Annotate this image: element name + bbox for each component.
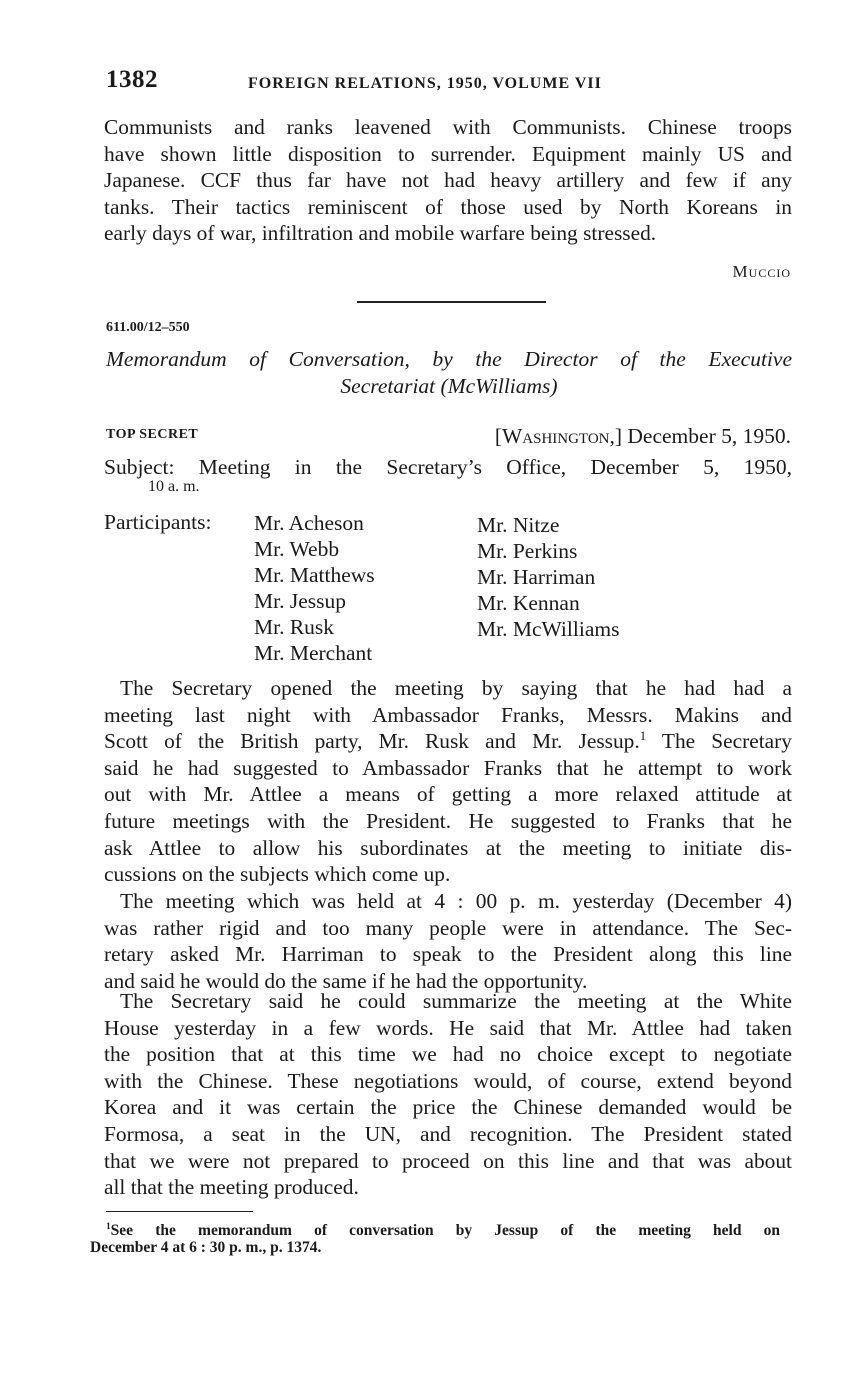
participant: Mr. Jessup [254,589,346,613]
text-line: was rather rigid and too many people were in attendance. The Sec- [104,915,792,940]
text-fragment: The Secretary [646,729,792,754]
participant: Mr. Matthews [254,563,375,587]
footnote [90,1222,780,1256]
text-line: The meeting which was held at 4 : 00 p. m. yesterday (December 4) [120,889,792,913]
participant: Mr. Rusk [254,615,335,639]
text-line: tanks. Their tactics reminiscent of those used by North Koreans in [104,194,792,219]
participant: Mr. Kennan [477,591,580,615]
dateline-place: [Washington,] [494,424,623,448]
body-paragraph-2 [104,888,792,994]
section-divider [357,301,546,303]
text-line: and said he would do the same if he had the opportunity. [104,968,588,993]
text-line [104,728,792,755]
page-number: 1382 [106,66,158,93]
text-line: the position that at this time we had no choice except to negotiate [104,1042,792,1067]
dateline [495,424,791,449]
participant: Mr. McWilliams [477,617,620,641]
footnote-reference[interactable]: 1 [639,729,647,744]
participant: Mr. Merchant [254,641,373,665]
participant: Mr. Perkins [477,539,578,563]
text-line: The Secretary opened the meeting by saying that he had had a [120,676,792,700]
subject-text: Subject: Meeting in the Secretary’s Office, December 5, 1950, [104,455,792,479]
text-line: Communists and ranks leavened with Communists. Chinese troops [104,115,792,139]
participants-column-2 [477,512,619,642]
file-number: 611.00/12–550 [106,320,190,335]
continued-paragraph [104,114,792,247]
text-fragment: Scott of the British party, Mr. Rusk and Mr. Jessup. [104,729,640,754]
footnote-marker: 1 [106,1221,111,1232]
text-line: early days of war, infiltration and mobile warfare being stressed. [104,221,657,246]
document-title [106,346,792,400]
text-line: all that the meeting produced. [104,1175,359,1200]
body-paragraph-3 [104,988,792,1201]
text-line: with the Chinese. These negotiations would, of course, extend beyond [104,1068,792,1093]
text-line: future meetings with the President. He suggested to Franks that he [104,808,792,833]
footnote-text: See the memorandum of conversation by Jessup of the meeting held on [110,1222,780,1239]
text-line: House yesterday in a few words. He said that Mr. Attlee had taken [104,1015,792,1040]
footnote-line: December 4 at 6 : 30 p. m., p. 1374. [90,1239,322,1256]
footnote-line [90,1222,780,1239]
title-line: Memorandum of Conversation, by the Director of the Executive [106,347,792,371]
text-line: out with Mr. Attlee a means of getting a more relaxed attitude at [104,782,792,807]
text-line: The Secretary said he could summarize the meeting at the White [120,989,792,1013]
signature: Muccio [732,262,791,281]
body-paragraph-1 [104,675,792,888]
classification-label: TOP SECRET [106,427,199,442]
text-line: meeting last night with Ambassador Franks, Messrs. Makins and [104,702,792,727]
text-line: retary asked Mr. Harriman to speak to the President along this line [104,942,792,967]
text-line: ask Attlee to allow his subordinates at the meeting to initiate dis- [104,835,792,860]
text-line: cussions on the subjects which come up. [104,862,451,887]
volume-title: FOREIGN RELATIONS, 1950, VOLUME VII [248,75,602,92]
subject-time: 10 a. m. [148,478,200,495]
text-line: have shown little disposition to surrender. Equipment mainly US and [104,141,792,166]
dateline-date: December 5, 1950. [627,424,791,448]
text-line: that we were not prepared to proceed on this line and that was about [104,1148,792,1173]
footnote-divider [106,1211,253,1212]
title-line: Secretariat (McWilliams) [340,374,558,398]
participants-label: Participants: [104,510,212,534]
text-line: Japanese. CCF thus far have not had heavy artillery and few if any [104,168,792,193]
participant: Mr. Harriman [477,565,596,589]
participants-column-1 [254,510,375,666]
text-line: Korea and it was certain the price the Chinese demanded would be [104,1095,792,1120]
running-head [106,66,666,98]
text-line: said he had suggested to Ambassador Franks that he attempt to work [104,755,792,780]
participant: Mr. Nitze [477,513,560,537]
participant: Mr. Acheson [254,511,364,535]
participant: Mr. Webb [254,537,340,561]
subject-line [104,454,792,494]
text-line: Formosa, a seat in the UN, and recognition. The President stated [104,1121,792,1146]
